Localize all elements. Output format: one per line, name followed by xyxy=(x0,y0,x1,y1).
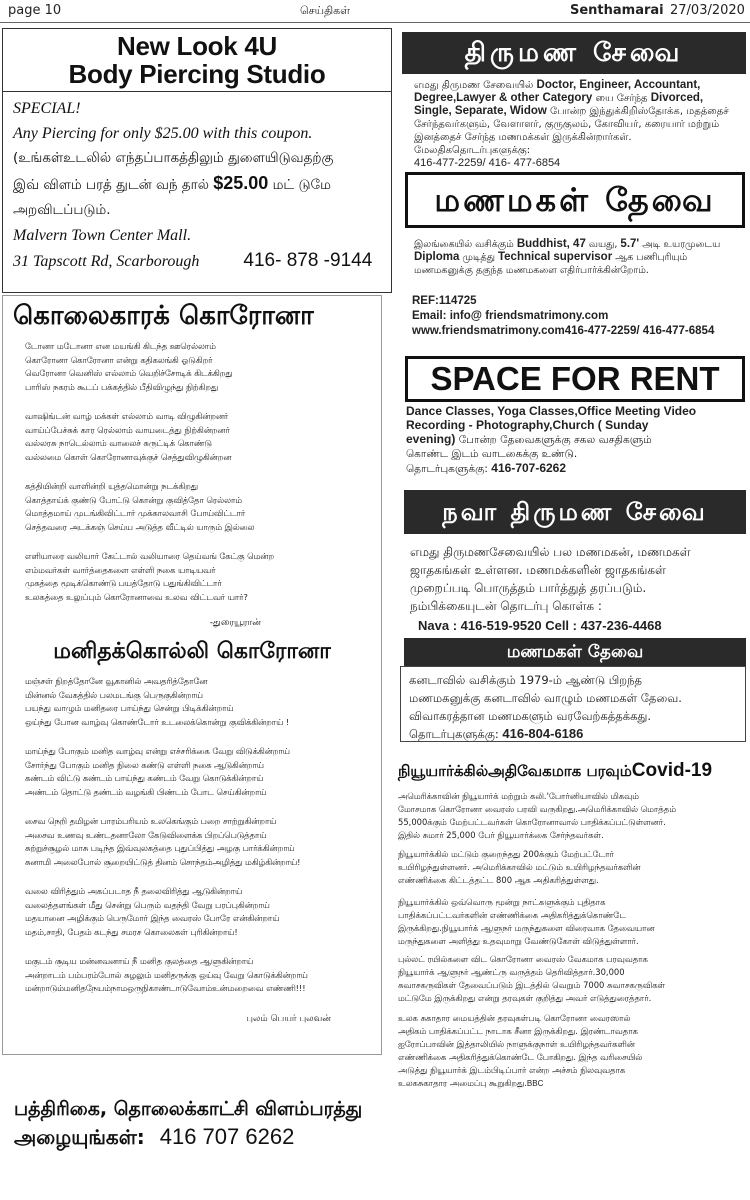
nava-service-banner: நவா திருமண சேவை xyxy=(404,490,746,534)
piercing-tamil-1: (உங்கள்உடலில் எந்தப்பாகத்திலும் துளையிடுவதற்கு xyxy=(13,150,334,166)
advertise-ad xyxy=(14,1095,384,1151)
bw2-l1: கனடாவில் வசிக்கும் 1979-ம் ஆண்டு பிறந்த xyxy=(409,673,642,687)
poem1-line: கொரோனா கொரோனா என்று கதிகலங்கி ஓடுகிறர் xyxy=(25,354,213,365)
piercing-tamil-2b: மட் டுமே xyxy=(272,177,331,193)
poem1-line: செத்தவரை அடக்கஞ் செய்ய அடுத்த வீட்டில் யாரும் இல்லை xyxy=(25,521,255,532)
news-paragraph xyxy=(398,790,743,842)
poem1-line: வல்லமை கொள் கொரோனாவுக்குச் செத்துவிழுகின்றன xyxy=(25,451,232,462)
poem2-stanza xyxy=(3,811,381,873)
bw2-l4a: தொடர்புகளுக்கு: xyxy=(409,727,499,741)
bride-wanted-contact xyxy=(412,294,748,339)
nv-l4: நம்பிக்கையுடன் தொடர்பு கொள்க : xyxy=(410,599,602,613)
sr-l3a: evening) xyxy=(406,432,456,446)
poem1-line: மொத்தமாய் முடங்கிவிட்டார் முக்காலவாசி போய்விட்டார் xyxy=(25,508,246,518)
advertise-line-1: பத்திரிகை, தொலைக்காட்சி விளம்பரத்து xyxy=(14,1098,363,1120)
poem1-line: டோனா மடோனா என மயங்கி கிடந்த ஊரெல்லாம் xyxy=(25,341,216,351)
ws-l2c: Divorced, xyxy=(650,92,704,104)
news-line: உலக சுகாதார மையத்தின் தரவுகள்படி கொரோனா வைரஸால் xyxy=(398,1013,631,1023)
poem2-line: மஞ்சள் நிறத்தோனே வூகானில் அவதரித்தோனே xyxy=(25,676,208,686)
news-line: நியூயார்க் ஆளுநர் ஆண்ட்ரு வருத்தம் தெரிவித்தார்.30,000 xyxy=(398,967,625,977)
piercing-address-line xyxy=(13,248,381,274)
bride-wanted-text xyxy=(414,238,746,277)
news-line: எண்ணிக்கை அதிகரித்துக்கொண்டே போகிறது. இந்த வரிசையில் xyxy=(398,1052,643,1062)
news-line: சுவாசகருவிகள் தேவைப்படும் இடத்தில் வெறும் 7000 சுவாசகருவிகள் xyxy=(398,980,666,990)
poem2-body xyxy=(3,671,381,1000)
section-name: செய்திகள் xyxy=(300,4,351,17)
sr-l2: Recording - Photography,Church ( Sunday xyxy=(406,418,649,432)
advertise-call: அழையுங்கள்: xyxy=(14,1125,145,1149)
ws-phones: 416-477-2259/ 416- 477-6854 xyxy=(414,157,561,169)
piercing-tamil-3: அறவிடப்படும். xyxy=(13,202,111,218)
poem1-line: பாரிஸ் நகரம் கூடப் பக்கத்தில் பீதிவிழுந்து நிற்கிறது xyxy=(25,381,219,392)
news-headline xyxy=(398,760,712,782)
news-last-text: உலகசுகாதார அமைப்பு கூறுகிறது. xyxy=(398,1078,527,1088)
nv-l5: Nava : 416-519-9520 Cell : 437-236-4468 xyxy=(418,618,662,633)
news-paragraph xyxy=(398,953,743,1005)
ws-l2b: யை சேர்ந்த xyxy=(595,93,648,104)
nv-l1: எமது திருமணசேவையில் பல மணமகன், மணமகள் xyxy=(410,545,691,559)
ws-l2a: Degree,Lawyer & other Category xyxy=(414,92,593,104)
bw-l2d: ஆக பணிபுரியும் xyxy=(615,252,688,263)
poem1-line: முகத்தை மூடிக்கொண்டு பயத்தோடு பதுங்கிவிட்டார் xyxy=(25,578,222,588)
poem2-line: அண்டம் தொட்டு தண்டம் வழங்கி பிண்டம் போட செய்கின்றாய் xyxy=(25,786,267,797)
bride-wanted2-box xyxy=(400,666,746,742)
news-paragraph xyxy=(398,848,743,887)
ws-l3b: போன்ற இந்துக்கிறிஸ்தோக்க, மதத்தைச் xyxy=(550,106,729,117)
news-line: எண்ணிக்கை கிட்டத்தட்ட 800 ஆக அதிகரித்துள்ளது. xyxy=(398,875,599,885)
bw2-l2: மணமகனுக்கு கனடாவில் வாழும் மணமகள் தேவை. xyxy=(409,691,682,705)
poem2-line: மதம்,சாதி, பேதம் கடந்து சமரச கொலைகள் புரிகின்றாய்! xyxy=(25,926,238,937)
ws-l3a: Single, Separate, Widow xyxy=(414,105,547,117)
bw-l2a: Diploma xyxy=(414,251,460,263)
poem2-line: அன்றாடம் பம்பரம்போல் சுழலும் மனிதருக்கு ஒய்வு வேறு கொடுக்கின்றாய் xyxy=(25,969,308,980)
advertise-phone: 416 707 6262 xyxy=(159,1124,295,1149)
bw-l1a: இலங்கையில் வசிக்கும் xyxy=(414,239,514,250)
piercing-body xyxy=(3,92,391,278)
poem1-stanza xyxy=(3,406,381,468)
news-line: பாதிக்கப்பட்டவர்களின் எண்ணிக்கை அதிகரித்துக்கொண்டே xyxy=(398,910,626,920)
nv-l2: ஜாதகங்கள் உள்ளன. மணமக்களின் ஜாதகங்கள் xyxy=(410,563,666,577)
news-source: BBC xyxy=(526,1079,544,1088)
ws-l1a: எமது திருமண சேவையில் xyxy=(414,80,534,91)
news-headline-ta: நியூயார்க்கில்அதிவேகமாக பரவும் xyxy=(398,762,632,780)
news-line: புல்லட் ரயில்களை விட கொரோனா வைரஸ் வேகமாக பரவுவதாக xyxy=(398,954,648,964)
poem2-line: மன்றாடும்மனிதநேயம்நாமஒருநிகாண்டாடுவோம்உன்மறைவை எண்ணி!!! xyxy=(25,983,306,993)
bw-l1e: அடி உயரமுடைய xyxy=(642,239,721,250)
poem2-line: வலைத்தளங்கள் மீது சென்று பெரும் வதந்தி வேறு பரப்புகின்றாய் xyxy=(25,899,270,910)
poem2-line: மகுடம் சூடிய மன்னவனாய் நீ மனித குலத்தை ஆளுகின்றாய் xyxy=(25,956,254,966)
poem2-line: சுற்றுச்சூழல் மாசு படிந்த இவ்வுலகத்தை புதுப்பித்து அழகு பார்க்கின்றாய் xyxy=(25,843,295,853)
poems-panel xyxy=(2,295,382,1055)
news-line: உயிரிழந்துள்ளனர். அமெரிக்காவில் மட்டும் உயிரிழந்தவர்களின் xyxy=(398,862,641,872)
poem2-line: சைவ நெறி தமிழன் பாரம்பரியம் உலகெங்கும் பறை சாற்றுகின்றாய் xyxy=(25,816,277,826)
page-header xyxy=(0,0,750,26)
bw-ref: REF:114725 xyxy=(412,295,477,307)
poem1-line: எம்மவர்கள் வார்த்தைகளை எள்ளி நகை யாடியவர் xyxy=(25,564,216,575)
bride-wanted2-banner: மணமகள் தேவை xyxy=(404,638,746,666)
sr-l3b: போன்ற தேவைகளுக்கு சகல வசதிகளும் xyxy=(458,434,652,446)
wedding-service-banner: திருமண சேவை xyxy=(402,32,746,74)
bw-l1d: 5.7' xyxy=(620,238,640,250)
poem2-title: மனிதக்கொல்லி கொரோனா xyxy=(53,639,331,664)
poem1-stanza xyxy=(3,546,381,608)
bw2-l3: விவாகரத்தான மணமகளும் வரவேற்கத்தக்கது. xyxy=(409,709,652,723)
news-line: 55,000க்கும் மேற்பட்டவர்கள் கொரோனாவால் பாதிக்கப்பட்டுள்ளனர். xyxy=(398,817,666,827)
news-paragraph xyxy=(398,1012,743,1090)
ws-l5: இனத்தைச் சேர்ந்த மணமக்கள் இருக்கின்றார்கள். xyxy=(414,132,632,143)
piercing-ad xyxy=(2,28,392,293)
poem1-line: வாஷிங்டன் வாழ் மக்கள் எல்லாம் வாடி விழுகின்றனர் xyxy=(25,411,229,421)
news-line: மோசமாக கொரோனா வைரஸ் பரவி வருகிறது.அமெரிக்காவில் மொத்தம் xyxy=(398,804,676,814)
news-line: அமெரிக்காவின் நியூயார்க் மற்றும் கலி.'போர்னியாவில் மிகவும் xyxy=(398,791,639,801)
news-line: ஐரோப்பாவின் இத்தாலியில் நாளுக்குநாள் உயிரிழந்தவர்களின் xyxy=(398,1039,635,1049)
poem1-line: வெரோனா வெனிஸ் எல்லாம் வெறிச்சோடிக் கிடக்கிறது xyxy=(25,368,233,378)
piercing-special: SPECIAL! xyxy=(13,100,81,117)
advertise-line-2 xyxy=(14,1123,384,1151)
page-number: page 10 xyxy=(8,3,62,18)
poem2-line: அசைவ உணவு உண்டதனாலோ கேடுவிளைக்க பிறப்பெடுத்தாய் xyxy=(25,829,267,840)
news-paragraph xyxy=(398,896,743,948)
poem1-body xyxy=(3,336,381,608)
issue-date: 27/03/2020 xyxy=(670,3,745,18)
poem2-author: புலம் பெயர் புலவன் xyxy=(246,1013,331,1024)
poem2-line: வலை விரித்தும் அகப்படாத நீ தலைவிரித்து ஆடுகின்றாய் xyxy=(25,886,243,896)
space-rent-text xyxy=(406,404,746,476)
piercing-mall: Malvern Town Center Mall. xyxy=(13,227,192,244)
poem1-stanza xyxy=(3,476,381,538)
sr-l5b: 416-707-6262 xyxy=(491,461,567,475)
piercing-price: $25.00 xyxy=(213,173,269,193)
poem1-line: வாய்ப்பேச்சுக் கார ரெல்லாம் வாயடைத்து நிற்கின்றனர் xyxy=(25,424,230,435)
poem1-line: வல்லரசு நாடெல்லாம் வாலைச் சுருட்டிக் கொண்டு xyxy=(25,438,212,448)
poem2-stanza xyxy=(3,881,381,943)
poem2-line: சோர்ந்து போகும் மனித நிலை கண்டு எள்ளி நகை ஆடுகின்றாய் xyxy=(25,759,264,770)
bride-wanted-banner: மணமகள் தேவை xyxy=(405,172,745,228)
bride-wanted2-text xyxy=(409,671,743,742)
news-headline-en: Covid-19 xyxy=(631,760,713,781)
poem1-line: கத்தியின்றி வாளின்றி யுத்தமொன்று நடக்கிறது xyxy=(25,481,198,491)
poem2-stanza xyxy=(3,951,381,1000)
bw2-l4b: 416-804-6186 xyxy=(502,726,584,741)
nava-service-text xyxy=(410,543,746,635)
sr-l4: கொண்ட இடம் வாடகைக்கு உண்டு. xyxy=(406,448,578,460)
news-line: இதில் சுமார் 25,000 பேர் நியூயார்க்கை சேர்ந்தவர்கள். xyxy=(398,830,604,840)
ws-l6: மேலதிகதொடர்புகளுக்கு: xyxy=(414,145,531,156)
news-line: மட்டுமே இருக்கிறது என்று தரவுகள் குறித்து அவர் எடுத்துரைத்தார். xyxy=(398,993,652,1003)
poem2-stanza xyxy=(3,741,381,803)
news-line: மருந்துகளை அளித்து உதவுமாறு வேண்டுகோள் விடுத்துள்ளார். xyxy=(398,936,639,946)
poem2-line: ஒய்ந்து போன வாழ்வு கொண்டோர் உடலைக்கொன்று குவிக்கின்றாய் ! xyxy=(25,716,290,727)
news-line: நியூயார்க்கில் மட்டும் குறைந்தது 200க்கும் மேற்பட்டோர் xyxy=(398,849,614,859)
piercing-phone: 416- 878 -9144 xyxy=(243,250,373,271)
paper-name: Senthamarai xyxy=(570,3,664,18)
bw-l1c: வயது, xyxy=(588,239,618,250)
poem1-line: கொத்தாய்க் குண்டு போட்டு கொன்று குவித்தோ ரெல்லாம் xyxy=(25,494,242,505)
poem2-line: மாய்ந்து போகும் மனித வாழ்வு என்று எச்சரிக்கை வேறு விடுக்கின்றாய் xyxy=(25,746,290,756)
bw-l2b: முடித்து xyxy=(462,252,495,263)
space-rent-banner: SPACE FOR RENT xyxy=(405,356,745,402)
wedding-service-text xyxy=(414,79,746,170)
piercing-title-1: New Look 4U xyxy=(117,31,277,61)
news-line: நியூயார்க்கில் ஒவ்வொரு மூன்று நாட்களுக்கும் புதிதாக xyxy=(398,897,606,907)
sr-l1: Dance Classes, Yoga Classes,Office Meeting Video xyxy=(406,404,697,418)
poem1-author: -துரையூரான் xyxy=(209,618,261,628)
poem1-stanza xyxy=(3,336,381,398)
nv-l3: முறைப்படி பொருத்தம் பார்த்துத் தரப்படும். xyxy=(410,581,647,595)
sr-l5a: தொடர்புகளுக்கு: xyxy=(406,463,488,475)
news-line: அடுத்து நியூயார்க் இடம்பிடிப்பார் என்ற அச்சம் நிலவுவதாக xyxy=(398,1065,626,1075)
piercing-title-2: Body Piercing Studio xyxy=(68,59,326,89)
poem1-title: கொலைகாரக் கொரோனா xyxy=(13,301,314,331)
poem1-line: எளியாரை வலியார் கேட்டால் வலியாரை தெய்வங் கேட்கு மென்ற xyxy=(25,551,274,561)
poem2-line: பயந்து வாழும் மனிதரை பாய்ந்து சென்று பிடிக்கின்றாய் xyxy=(25,703,234,713)
bw-web: www.friendsmatrimony.com416-477-2259/ 416-477-6854 xyxy=(412,325,715,337)
ws-l1b: Doctor, Engineer, Accountant, xyxy=(536,79,701,91)
news-line-last xyxy=(398,1077,743,1090)
poem2-line: மின்னல் வேகத்தில் பலமடங்கு பெருகுகின்றாய் xyxy=(25,689,203,700)
poem2-line: மதயானை அழிக்கும் பெருமோர் இந்த வைரஸ் போரே என்கின்றாய் xyxy=(25,913,280,923)
header-rule xyxy=(0,22,750,23)
ws-l4: சேர்ந்தவர்களும், வேளாளர், குருகுலம், கோவியர், கரையார் மற்றும் xyxy=(414,119,720,130)
piercing-tamil-2a: இவ் விளம் பரத் துடன் வந் தால் xyxy=(13,177,209,193)
piercing-tamil-2 xyxy=(13,171,381,198)
bw-l2c: Technical supervisor xyxy=(497,251,613,263)
bw-l3: மணமகனுக்கு தகுந்த மணமகளை எதிர்பார்க்கின்றோம். xyxy=(414,265,649,276)
poem1-line: உலகத்தை உலுப்பும் கொரோனாவை உலவ விட்டவர் யார்? xyxy=(25,591,248,602)
bw-email: Email: info@ friendsmatrimony.com xyxy=(412,310,609,322)
poem2-stanza xyxy=(3,671,381,733)
news-line: இருக்கிறது.நியூயார்க் ஆளுநர் மருந்துகளை விரைவாக தேவையான xyxy=(398,923,655,933)
piercing-offer: Any Piercing for only $25.00 with this coupon. xyxy=(13,125,313,142)
poem2-line: கண்டம் விட்டு கண்டம் பாய்ந்து கண்டம் வேறு கொடுக்கின்றாய் xyxy=(25,773,264,783)
bw-l1b: Buddhist, 47 xyxy=(516,238,586,250)
piercing-address: 31 Tapscott Rd, Scarborough xyxy=(13,253,200,270)
news-line: அதிகம் பாதிக்கப்பட்ட நாடாக சீனா இருக்கிறது. இரண்டாவதாக xyxy=(398,1026,638,1036)
poem2-line: சுனாமி அலைபோல் சூறையிட்டுத் தினம் சொந்தம்அழித்து மகிழ்கின்றாய்! xyxy=(25,856,301,867)
